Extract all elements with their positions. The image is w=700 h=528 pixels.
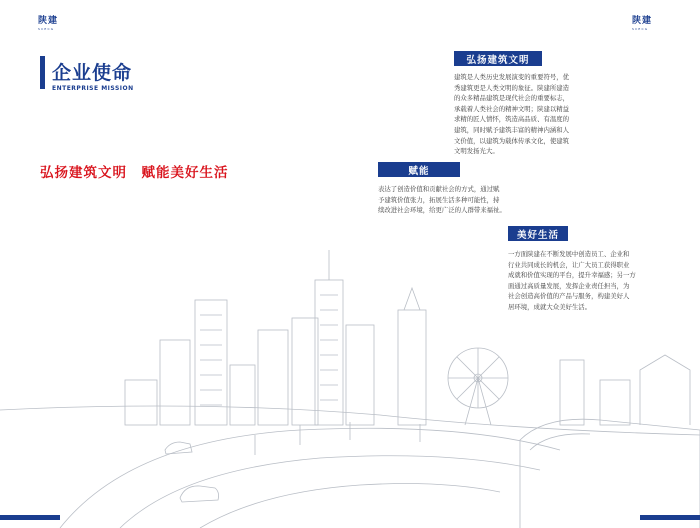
- page-title: 企业使命: [52, 62, 133, 84]
- text-line: 建筑是人类历史发展演变的重要符号，优: [454, 73, 570, 81]
- building: [398, 310, 426, 425]
- page-number-right: 04: [662, 515, 670, 522]
- text-line: 建筑，同时赋予建筑丰富的精神内涵和人: [454, 125, 570, 134]
- building: [640, 355, 690, 425]
- train: [520, 419, 700, 528]
- road-curve: [60, 428, 560, 528]
- logo-text: 陕建: [632, 16, 653, 26]
- building: [346, 325, 374, 425]
- page-subtitle: ENTERPRISE MISSION: [52, 85, 134, 92]
- building: [125, 380, 157, 425]
- tower-roof: [404, 288, 420, 310]
- road-curve: [120, 456, 540, 528]
- mission-slogan: 弘扬建筑文明 赋能美好生活: [40, 165, 229, 181]
- text-line: 文价值，以建筑为载体传承文化，使建筑: [454, 136, 570, 145]
- lamp-posts: [255, 422, 420, 455]
- text-line: 成就和价值实现的平台，提升幸福感；另一方: [508, 271, 636, 280]
- section-tag-better-life: 美好生活: [508, 226, 568, 241]
- section-text-empower: [378, 184, 538, 216]
- window-lines: [320, 295, 338, 400]
- page-bar-right: [640, 515, 700, 520]
- text-line: 予建筑价值张力，拓展生活多种可能性，持: [378, 195, 500, 204]
- text-line: 行业共同成长的机会，让广大员工获得职业: [508, 260, 630, 269]
- text-line: 秀建筑更是人类文明的象征。陕建所建造: [454, 83, 570, 92]
- building: [600, 380, 630, 425]
- text-line: 文明发扬光大。: [454, 147, 499, 156]
- company-logo-left: [38, 13, 58, 31]
- text-line: 一方面陕建在不断发展中创造员工、企业和: [508, 250, 630, 258]
- window-lines: [200, 315, 222, 405]
- text-line: 居环境，成就大众美好生活。: [508, 302, 592, 311]
- ferris-wheel-spokes: [448, 348, 508, 425]
- road-curve: [200, 484, 500, 528]
- logo-text: 陕建: [38, 16, 59, 26]
- text-line: 面通过高质量发展，发挥企业责任担当，为: [508, 281, 630, 290]
- section-tag-empower: 赋能: [378, 162, 460, 177]
- logo-subtext: SCECG: [38, 27, 55, 31]
- train-window: [530, 434, 590, 450]
- building: [258, 330, 288, 425]
- section-tag-civilization: 弘扬建筑文明: [454, 51, 542, 66]
- building: [560, 360, 584, 425]
- text-line: 社会创造高价值的产品与服务，构建美好人: [508, 292, 630, 301]
- text-line: 表达了创造价值和贡献社会的方式，通过赋: [378, 185, 500, 193]
- building: [315, 280, 343, 425]
- company-logo-right: [632, 13, 652, 31]
- car: [180, 486, 219, 502]
- section-text-civilization: [454, 72, 604, 157]
- text-line: 续改进社会环境，给更广泛的人群带来福祉。: [378, 206, 506, 215]
- text-line: 的众多精品建筑是现代社会的重要标志，: [454, 94, 570, 103]
- title-accent-bar: [40, 56, 45, 89]
- text-line: 承载着人类社会的精神文明；陕建以精益: [454, 104, 570, 113]
- building: [230, 365, 255, 425]
- building: [292, 318, 318, 425]
- logo-subtext: SCECG: [632, 27, 649, 31]
- building: [160, 340, 190, 425]
- cityscape-illustration: [0, 230, 700, 528]
- page-number-left: 03: [30, 515, 38, 522]
- text-line: 求精的匠人情怀，筑造高品质、有温度的: [454, 115, 570, 124]
